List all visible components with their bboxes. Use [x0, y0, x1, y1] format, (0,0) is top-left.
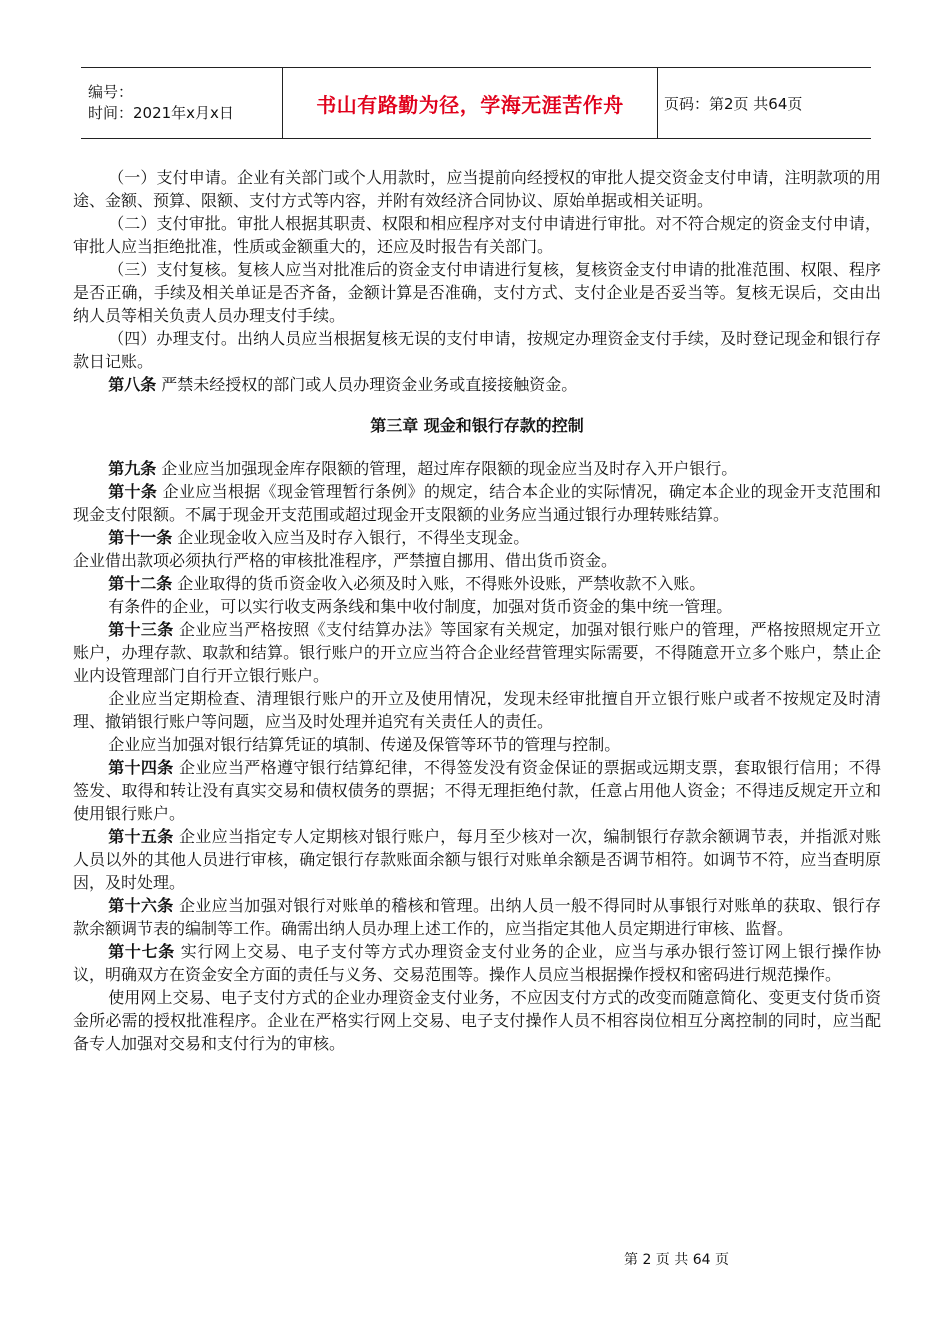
header-meta-cell	[81, 68, 283, 139]
serial-label: 编号：	[88, 83, 134, 101]
article-label: 第八条	[108, 375, 157, 394]
header-motto-cell	[283, 68, 658, 139]
article-13: 第十三条 企业应当严格按照《支付结算办法》等国家有关规定，加强对银行账户的管理，严格按照规定开立账户，办理存款、取款和结算。银行账户的开立应当符合企业经营管理实际需要，不得随意开立多个账户，禁止企业内设管理部门自行开立银行账户。	[73, 620, 881, 685]
paragraph: 企业借出款项必须执行严格的审核批准程序，严禁擅自挪用、借出货币资金。	[73, 551, 618, 570]
motto-text: 书山有路勤为径，学海无涯苦作舟	[316, 92, 624, 117]
article-label: 第九条	[108, 459, 157, 478]
paragraph: （四）办理支付。出纳人员应当根据复核无误的支付申请，按规定办理资金支付手续，及时登记现金和银行存款日记账。	[73, 329, 881, 371]
paragraph: 企业应当定期检查、清理银行账户的开立及使用情况，发现未经审批擅自开立银行账户或者不按规定及时清理、撤销银行账户等问题，应当及时处理并追究有关责任人的责任。	[73, 689, 881, 731]
article-label: 第十五条	[108, 827, 174, 846]
article-8: 第八条 严禁未经授权的部门或人员办理资金业务或直接接触资金。	[108, 375, 578, 394]
document-body	[73, 166, 881, 1055]
paragraph: 企业应当加强对银行结算凭证的填制、传递及保管等环节的管理与控制。	[108, 735, 621, 754]
paragraph: （二）支付审批。审批人根据其职责、权限和相应程序对支付申请进行审批。对不符合规定的资金支付申请，审批人应当拒绝批准，性质或金额重大的，还应及时报告有关部门。	[73, 214, 881, 256]
article-label: 第十六条	[108, 896, 174, 915]
paragraph: （一）支付申请。企业有关部门或个人用款时，应当提前向经授权的审批人提交资金支付申请，注明款项的用途、金额、预算、限额、支付方式等内容，并附有效经济合同协议、原始单据或相关证明。	[73, 168, 881, 210]
article-label: 第十四条	[108, 758, 174, 777]
article-label: 第十三条	[108, 620, 174, 639]
article-label: 第十二条	[108, 574, 173, 593]
article-17: 第十七条 实行网上交易、电子支付等方式办理资金支付业务的企业，应当与承办银行签订网上银行操作协议，明确双方在资金安全方面的责任与义务、交易范围等。操作人员应当根据操作授权和密码进行规范操作。	[73, 942, 881, 984]
article-label: 第十条	[108, 482, 158, 501]
article-9: 第九条 企业应当加强现金库存限额的管理，超过库存限额的现金应当及时存入开户银行。	[108, 459, 738, 478]
page-footer: 第 2 页 共 64 页	[624, 1252, 729, 1268]
article-11: 第十一条 企业现金收入应当及时存入银行，不得坐支现金。	[108, 528, 530, 547]
header-page-cell	[658, 68, 872, 139]
article-label: 第十七条	[108, 942, 175, 961]
article-label: 第十一条	[108, 528, 173, 547]
article-16: 第十六条 企业应当加强对银行对账单的稽核和管理。出纳人员一般不得同时从事银行对账单的获取、银行存款余额调节表的编制等工作。确需出纳人员办理上述工作的，应当指定其他人员定期进行审核、监督。	[73, 896, 881, 938]
article-10: 第十条 企业应当根据《现金管理暂行条例》的规定，结合本企业的实际情况，确定本企业的现金开支范围和现金支付限额。不属于现金开支范围或超过现金开支限额的业务应当通过银行办理转账结算。	[73, 482, 881, 524]
page-info: 页码：第2页 共64页	[664, 94, 803, 113]
article-15: 第十五条 企业应当指定专人定期核对银行账户，每月至少核对一次，编制银行存款余额调节表，并指派对账人员以外的其他人员进行审核，确定银行存款账面余额与银行对账单余额是否调节相符。如调节不符，应当查明原因，及时处理。	[73, 827, 881, 892]
chapter-title: 第三章 现金和银行存款的控制	[370, 416, 584, 435]
paragraph: 使用网上交易、电子支付方式的企业办理资金支付业务，不应因支付方式的改变而随意简化、变更支付货币资金所必需的授权批准程序。企业在严格实行网上交易、电子支付操作人员不相容岗位相互分离控制的同时，应当配备专人加强对交易和支付行为的审核。	[73, 988, 881, 1053]
article-12: 第十二条 企业取得的货币资金收入必须及时入账，不得账外设账，严禁收款不入账。	[108, 574, 706, 593]
page-header	[81, 67, 871, 139]
article-14: 第十四条 企业应当严格遵守银行结算纪律，不得签发没有资金保证的票据或远期支票，套取银行信用；不得签发、取得和转让没有真实交易和债权债务的票据；不得无理拒绝付款，任意占用他人资金；不得违反规定开立和使用银行账户。	[73, 758, 881, 823]
time-label: 时间：2021年x月x日	[88, 104, 234, 122]
paragraph: 有条件的企业，可以实行收支两条线和集中收付制度，加强对货币资金的集中统一管理。	[108, 597, 733, 616]
paragraph: （三）支付复核。复核人应当对批准后的资金支付申请进行复核，复核资金支付申请的批准范围、权限、程序是否正确，手续及相关单证是否齐备，金额计算是否准确，支付方式、支付企业是否妥当等。复核无误后，交由出纳人员等相关负责人员办理支付手续。	[73, 260, 881, 325]
